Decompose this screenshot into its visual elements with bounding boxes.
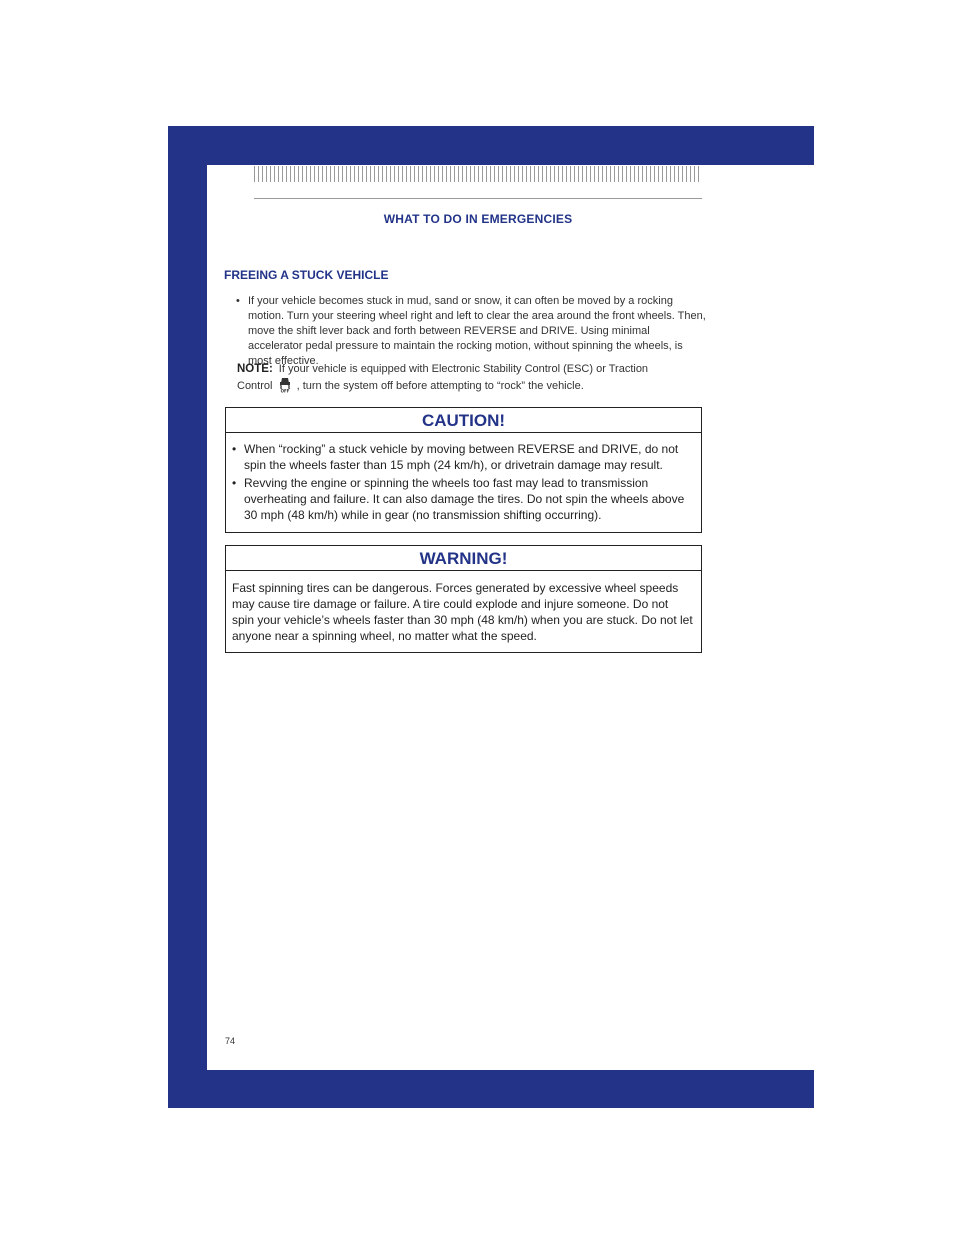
decorative-tick-strip [254,166,702,182]
subsection-title: FREEING A STUCK VEHICLE [224,268,389,282]
warning-title: WARNING! [226,546,701,571]
bullet-icon: • [236,295,240,307]
header-divider [254,198,702,199]
list-item-text: When “rocking” a stuck vehicle by moving between REVERSE and DRIVE, do not spin the wheels faster than 15 mph (24 km/h), or drivetrain damage may result. [244,442,679,472]
instruction-list [236,294,706,369]
traction-control-off-icon [278,377,292,393]
section-title: WHAT TO DO IN EMERGENCIES [383,212,573,226]
caution-title: CAUTION! [226,408,701,433]
caution-list [226,433,701,523]
list-item [232,475,693,523]
list-item [232,441,693,473]
warning-box [225,545,702,653]
list-item-text: Revving the engine or spinning the wheels too fast may lead to transmission overheating and failure. It can also damage the tires. Do not spin the wheels above 30 mph (48 km/h) while in gear (no transmission shifting occurring). [244,476,685,522]
page-number: 74 [225,1036,236,1046]
bullet-icon: • [232,442,237,456]
note-paragraph [237,362,677,394]
note-label: NOTE: [237,363,273,375]
note-text-end: , turn the system off before attempting to “rock” the vehicle. [296,380,584,392]
caution-box [225,407,702,533]
list-item-text: If your vehicle becomes stuck in mud, sand or snow, it can often be moved by a rocking motion. Turn your steering wheel right and left to clear the area around the front wheels. Then, move the shift lever back and forth between REVERSE and DRIVE. Using minimal accelerator pedal pressure to maintain the rocking motion, without spinning the wheels, is most effective. [248,295,706,367]
list-item [236,294,706,369]
icon-label: OFF [280,388,289,393]
note-text-start: If your vehicle is equipped with Electronic Stability Control (ESC) or Traction Control [237,363,649,392]
warning-text: Fast spinning tires can be dangerous. Forces generated by excessive wheel speeds may cause tire damage or failure. A tire could explode and injure someone. Do not spin your vehicle’s wheels faster than 30 mph (48 km/h) when you are stuck. Do not let anyone near a spinning wheel, no matter what the speed. [232,581,693,643]
bullet-icon: • [232,476,237,490]
